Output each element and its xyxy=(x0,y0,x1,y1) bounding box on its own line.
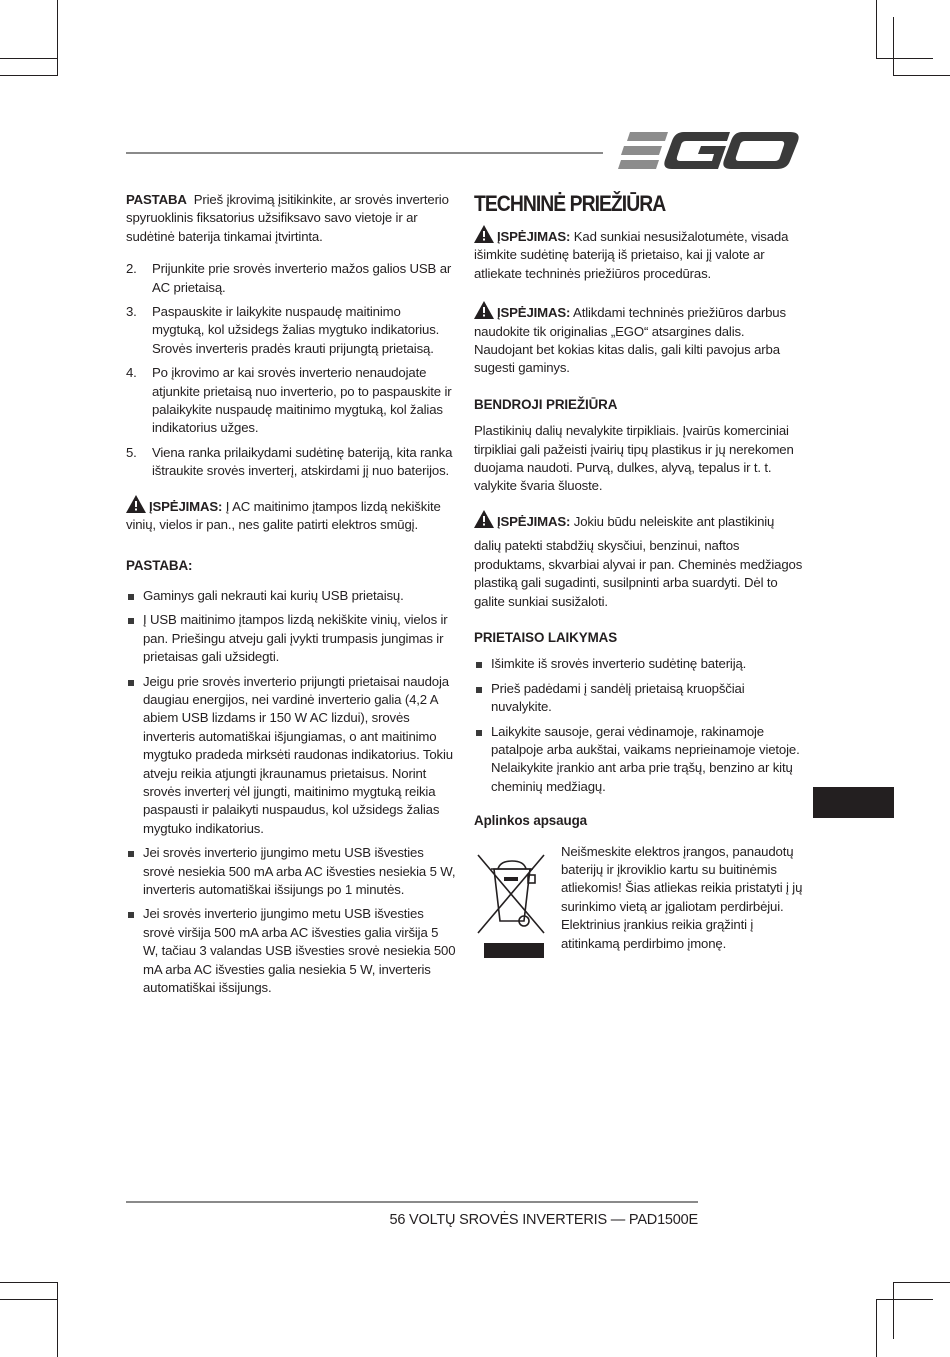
crop-mark xyxy=(876,1299,877,1357)
footer-title: 56 VOLTŲ SROVĖS INVERTERIS — PAD1500E xyxy=(389,1212,698,1228)
note-item xyxy=(126,673,456,839)
general-maintenance-heading: BENDROJI PRIEŽIŪRA xyxy=(474,396,618,412)
storage-item-text: Prieš padėdami į sandėlį prietaisą kruopščiai nuvalykite. xyxy=(491,680,745,715)
step-text: Prijunkite prie srovės inverterio mažos galios USB ar AC prietaisą. xyxy=(152,261,452,295)
crop-mark xyxy=(893,17,894,76)
step-item xyxy=(126,364,456,438)
footer-rule xyxy=(126,1201,698,1203)
crop-mark xyxy=(0,1282,58,1283)
crop-mark xyxy=(876,58,933,59)
environment-block xyxy=(474,843,804,963)
note-item-text: Jeigu prie srovės inverterio prijungti prietaisai naudoja daugiau energijos, nei vardinė inverterio galia (4,2 A abiem USB lizdams ir 150 W AC lizdui), srovės inverteris automatiškai išjungiamas, o ant maitinimo mygtuko pradeda mirksėti raudonas indikatorius. Tokiu atveju reikia atjungti įkraunamus prietaisus. Norint srovės inverterį vėl įjungti, maitinimo mygtuką reikia paspausti ir palaikyti nuspaudus, kol užsidegs žalias mygtuko indikatorius. xyxy=(143,673,453,836)
crop-mark xyxy=(57,0,58,76)
warning-text: Atlikdami techninės priežiūros darbus naudokite tik originalias „EGO“ atsargines dalis. Naudojant bet kokias kitas dalis, gali kilti pavojus arba sugesti gaminys. xyxy=(474,305,786,376)
step-number: 5. xyxy=(126,444,137,460)
warning-label: ĮSPĖJIMAS: xyxy=(497,229,571,244)
note-label: PASTABA xyxy=(126,192,187,207)
bullet-square-icon xyxy=(128,618,134,624)
bullet-square-icon xyxy=(476,687,482,693)
crossed-out-bin-icon xyxy=(474,847,550,961)
warning-triangle-icon xyxy=(474,510,494,528)
step-text: Paspauskite ir laikykite nuspaudę maitinimo mygtuką, kol užsidegs žalias mygtuko indikatorius. Srovės inverteris pradės krauti prijungtą prietaisą. xyxy=(152,304,440,356)
bullet-square-icon xyxy=(128,851,134,857)
note-item xyxy=(126,587,456,605)
note-item-text: Į USB maitinimo įtampos lizdą nekiškite vinių, vielos ir pan. Priešingu atveju gali įvykti trumpasis jungimas ir prietaisas gali užsidegti. xyxy=(143,612,448,665)
crop-mark xyxy=(876,0,877,59)
intro-note xyxy=(126,191,456,246)
storage-heading: PRIETAISO LAIKYMAS xyxy=(474,629,618,645)
crop-mark xyxy=(57,1282,58,1357)
warning-triangle-icon xyxy=(474,225,494,243)
environment-text: Neišmeskite elektros įrangos, panaudotų baterijų ir įkroviklio kartu su buitinėmis atliekomis! Šias atliekas reikia pristatyti į jų surinkimo vietą ar įgaliotam perdirbėjui. Elektrinius įrankius reikia grąžinti į atitinkamą perdirbimo įmonę. xyxy=(561,843,803,951)
step-number: 2. xyxy=(126,261,137,277)
bullet-square-icon xyxy=(476,662,482,668)
left-column xyxy=(126,191,456,1003)
warning-block xyxy=(474,225,804,283)
note-item-text: Jei srovės inverterio įjungimo metu USB išvesties srovė viršija 500 mA arba AC išvesties galia viršija 5 W, tačiau 3 valandas USB išvesties srovė nesiekia 500 mA arba AC išvesties galia nesiekia 5 W, inverteris automatiškai išsijungs. xyxy=(143,906,456,996)
crop-mark xyxy=(0,75,58,76)
warning-triangle-icon xyxy=(126,495,146,513)
bullet-square-icon xyxy=(128,912,134,918)
storage-item xyxy=(474,655,804,673)
warning-block xyxy=(474,510,804,531)
note-item-text: Jei srovės inverterio įjungimo metu USB išvesties srovė nesiekia 500 mA arba AC išvesties nesiekia 5 W, inverteris automatiškai išsijungs po 1 minutės. xyxy=(143,845,456,897)
step-item xyxy=(126,444,456,481)
step-item xyxy=(126,260,456,297)
logo-letters xyxy=(664,132,798,169)
storage-list xyxy=(474,655,804,796)
right-column xyxy=(474,191,804,963)
logo-bars xyxy=(618,132,668,169)
note-item-text: Gaminys gali nekrauti kai kurių USB prietaisų. xyxy=(143,587,404,603)
crop-mark xyxy=(0,58,58,59)
section-title: TECHNINĖ PRIEŽIŪRA xyxy=(474,191,666,216)
steps-list xyxy=(126,260,456,480)
environment-heading: Aplinkos apsauga xyxy=(474,813,587,829)
header-rule xyxy=(126,152,603,154)
step-text: Po įkrovimo ar kai srovės inverterio nenaudojate atjunkite prietaisą nuo inverterio, po to paspauskite ir palaikykite nuspaudę maitinimo mygtuką, kol žalias indikatorius užges. xyxy=(152,365,452,436)
crop-mark xyxy=(876,1299,933,1300)
warning-label: ĮSPĖJIMAS: xyxy=(149,498,223,514)
language-tab-marker xyxy=(813,787,894,818)
warning-block xyxy=(474,301,804,378)
crop-mark xyxy=(0,1299,58,1300)
bullet-square-icon xyxy=(476,730,482,736)
bullet-square-icon xyxy=(128,594,134,600)
note-item xyxy=(126,611,456,666)
note-item xyxy=(126,844,456,899)
warning-block xyxy=(126,495,456,535)
step-number: 3. xyxy=(126,304,137,320)
notes-list xyxy=(126,587,456,998)
crop-mark xyxy=(893,1282,894,1339)
notes-heading: PASTABA: xyxy=(126,557,193,573)
bullet-square-icon xyxy=(128,680,134,686)
note-item xyxy=(126,905,456,997)
storage-item-text: Laikykite sausoje, gerai vėdinamoje, rakinamoje patalpoje arba aukštai, vaikams neprieinamoje vietoje. Nelaikykite įrankio ant arba prie trąšų, benzino ar kitų cheminių medžiagų. xyxy=(491,723,800,794)
warning-text: Jokiu būdu neleiskite ant plastikinių xyxy=(573,513,775,529)
step-text: Viena ranka prilaikydami sudėtinę bateriją, kita ranka ištraukite srovės inverterį, atskirdami jį nuo baterijos. xyxy=(152,444,453,479)
crop-mark xyxy=(893,1282,950,1283)
warning-triangle-icon xyxy=(474,301,494,319)
general-maintenance-text: Plastikinių dalių nevalykite tirpikliais. Įvairūs komerciniai tirpikliai gali pažeisti įvairių tipų plastikus ir jų nerekomen duojama naudoti. Purvą, dulkes, alyvą, tepalus ir t. t. valykite švaria šluoste. xyxy=(474,423,794,494)
warning-text: Į AC maitinimo įtampos lizdą nekiškite vinių, vielos ir pan., nes galite patirti elektros smūgį. xyxy=(126,498,441,533)
warning-label: ĮSPĖJIMAS: xyxy=(497,513,571,529)
warning-text: Kad sunkiai nesusižalotumėte, visada išimkite sudėtinę bateriją iš prietaiso, kai jį valote ar atliekate techninės priežiūros procedūras. xyxy=(474,229,789,281)
step-item xyxy=(126,303,456,358)
ego-logo xyxy=(618,130,800,172)
step-number: 4. xyxy=(126,365,137,381)
crop-mark xyxy=(893,75,950,76)
warning-label: ĮSPĖJIMAS: xyxy=(497,305,571,321)
storage-item xyxy=(474,723,804,797)
warning-text-continued: dalių patekti stabdžių skysčiui, benzinui, naftos produktams, skvarbiai alyvai ir pan. Cheminės medžiagos plastiką gali sugadinti, susilpninti arba suardyti. Dėl to galite sunkiai susižaloti. xyxy=(474,538,803,609)
storage-item xyxy=(474,680,804,717)
storage-item-text: Išimkite iš srovės inverterio sudėtinę bateriją. xyxy=(491,656,747,672)
note-text: Prieš įkrovimą įsitikinkite, ar srovės inverterio spyruoklinis fiksatorius užsifiksavo savo vietoje ir ar sudėtinė baterija tinkamai įtvirtinta. xyxy=(126,192,449,244)
